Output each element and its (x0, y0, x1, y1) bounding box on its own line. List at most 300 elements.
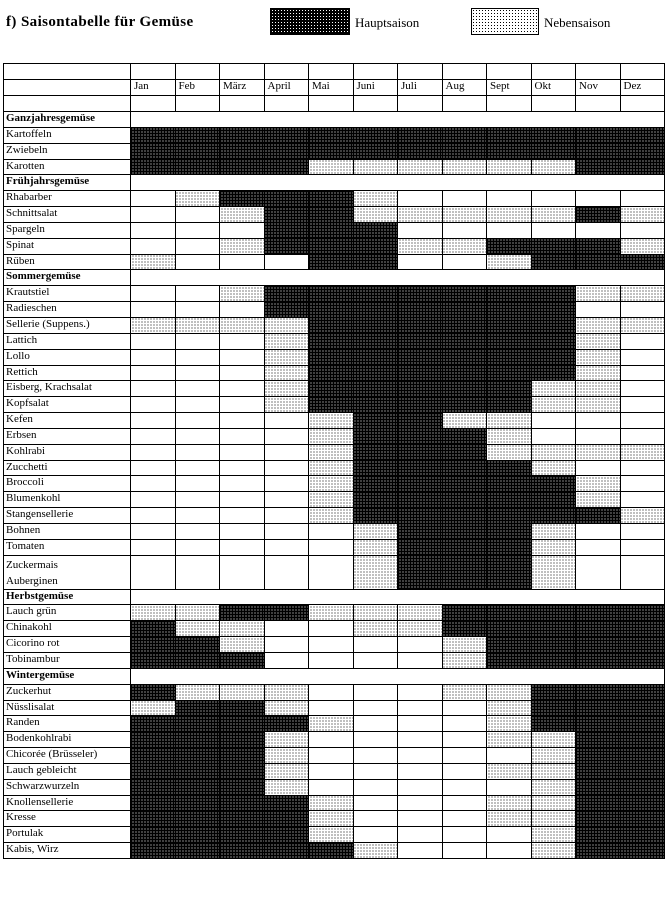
season-cell (264, 381, 309, 397)
season-cell (309, 444, 354, 460)
season-cell (175, 795, 220, 811)
season-cell (487, 381, 532, 397)
season-cell (175, 684, 220, 700)
season-cell (220, 397, 265, 413)
season-cell (264, 222, 309, 238)
season-cell (264, 763, 309, 779)
season-cell (576, 207, 621, 223)
season-cell (220, 428, 265, 444)
season-cell (264, 779, 309, 795)
season-cell (175, 349, 220, 365)
season-cell (309, 508, 354, 524)
season-cell (353, 684, 398, 700)
season-cell (620, 143, 665, 159)
season-cell (487, 207, 532, 223)
season-cell (398, 732, 443, 748)
season-cell (442, 523, 487, 539)
season-table-body (4, 64, 665, 859)
season-cell (264, 286, 309, 302)
season-cell (620, 191, 665, 207)
season-cell (442, 539, 487, 555)
season-cell (175, 779, 220, 795)
season-cell (264, 843, 309, 859)
season-cell (576, 460, 621, 476)
vegetable-row (4, 349, 665, 365)
season-cell (131, 286, 176, 302)
season-cell (487, 637, 532, 653)
vegetable-label: Zwiebeln (4, 143, 131, 159)
season-cell (264, 413, 309, 429)
season-cell (220, 621, 265, 637)
season-cell (175, 381, 220, 397)
season-cell (220, 637, 265, 653)
spacer-cell (220, 64, 265, 80)
season-cell (620, 159, 665, 175)
season-cell (531, 732, 576, 748)
vegetable-row (4, 159, 665, 175)
season-cell (620, 254, 665, 270)
season-cell (398, 428, 443, 444)
season-cell (353, 286, 398, 302)
season-cell (175, 207, 220, 223)
season-cell (442, 207, 487, 223)
month-header-row (4, 80, 665, 96)
season-cell (487, 254, 532, 270)
season-cell (576, 621, 621, 637)
season-cell (398, 159, 443, 175)
season-cell (620, 732, 665, 748)
season-cell (531, 191, 576, 207)
season-cell (398, 143, 443, 159)
season-cell (442, 397, 487, 413)
season-cell (175, 555, 220, 589)
season-cell (487, 222, 532, 238)
season-cell (487, 716, 532, 732)
season-cell (131, 254, 176, 270)
season-cell (487, 684, 532, 700)
season-cell (531, 523, 576, 539)
season-cell (353, 381, 398, 397)
season-cell (175, 716, 220, 732)
season-cell (264, 191, 309, 207)
season-cell (353, 222, 398, 238)
season-cell (131, 763, 176, 779)
season-cell (220, 143, 265, 159)
season-cell (442, 508, 487, 524)
season-cell (442, 428, 487, 444)
category-filler (131, 112, 665, 128)
vegetable-label: Spargeln (4, 222, 131, 238)
season-cell (576, 397, 621, 413)
season-cell (398, 127, 443, 143)
season-cell (487, 413, 532, 429)
season-cell (576, 795, 621, 811)
season-cell (398, 508, 443, 524)
spacer-cell (398, 64, 443, 80)
season-cell (175, 191, 220, 207)
category-label: Frühjahrsgemüse (4, 175, 131, 191)
season-cell (442, 795, 487, 811)
season-cell (353, 795, 398, 811)
season-cell (531, 413, 576, 429)
season-cell (487, 349, 532, 365)
season-cell (442, 254, 487, 270)
season-cell (398, 317, 443, 333)
season-cell (131, 444, 176, 460)
season-cell (353, 143, 398, 159)
season-cell (531, 605, 576, 621)
season-cell (487, 732, 532, 748)
season-cell (487, 653, 532, 669)
season-cell (220, 795, 265, 811)
vegetable-row (4, 413, 665, 429)
season-cell (264, 508, 309, 524)
season-cell (487, 843, 532, 859)
season-cell (309, 143, 354, 159)
vegetable-row (4, 748, 665, 764)
season-cell (576, 843, 621, 859)
vegetable-row (4, 605, 665, 621)
season-cell (398, 795, 443, 811)
season-cell (220, 716, 265, 732)
category-label: Herbstgemüse (4, 589, 131, 605)
season-cell (175, 286, 220, 302)
vegetable-row (4, 333, 665, 349)
season-cell (264, 127, 309, 143)
season-cell (620, 492, 665, 508)
season-cell (487, 286, 532, 302)
season-cell (442, 476, 487, 492)
season-cell (175, 413, 220, 429)
season-cell (309, 637, 354, 653)
season-cell (309, 605, 354, 621)
season-cell (131, 238, 176, 254)
season-cell (487, 127, 532, 143)
season-cell (353, 302, 398, 318)
season-cell (353, 621, 398, 637)
season-cell (531, 476, 576, 492)
season-cell (398, 700, 443, 716)
season-cell (620, 207, 665, 223)
vegetable-label: Lollo (4, 349, 131, 365)
category-row (4, 175, 665, 191)
season-cell (442, 302, 487, 318)
season-cell (220, 779, 265, 795)
spacer-cell (620, 96, 665, 112)
season-cell (131, 779, 176, 795)
season-cell (487, 795, 532, 811)
season-cell (398, 191, 443, 207)
season-cell (175, 143, 220, 159)
vegetable-row (4, 460, 665, 476)
season-cell (442, 317, 487, 333)
vegetable-label: Chicorée (Brüsseler) (4, 748, 131, 764)
season-cell (620, 428, 665, 444)
season-cell (487, 191, 532, 207)
season-cell (264, 159, 309, 175)
legend-secondary-label: Nebensaison (544, 15, 611, 30)
category-filler (131, 175, 665, 191)
season-cell (264, 555, 309, 589)
season-cell (398, 621, 443, 637)
season-cell (620, 317, 665, 333)
season-cell (175, 732, 220, 748)
month-header: Aug (442, 80, 487, 96)
vegetable-label: Lauch grün (4, 605, 131, 621)
season-cell (353, 523, 398, 539)
season-cell (220, 286, 265, 302)
season-cell (620, 716, 665, 732)
season-cell (309, 763, 354, 779)
vegetable-label: Eisberg, Krachsalat (4, 381, 131, 397)
season-cell (220, 222, 265, 238)
season-cell (220, 653, 265, 669)
season-cell (353, 605, 398, 621)
season-cell (531, 143, 576, 159)
season-cell (442, 286, 487, 302)
season-cell (264, 637, 309, 653)
season-cell (131, 428, 176, 444)
season-cell (620, 779, 665, 795)
season-cell (442, 763, 487, 779)
spacer-cell (353, 64, 398, 80)
vegetable-label: Kartoffeln (4, 127, 131, 143)
season-cell (264, 716, 309, 732)
season-cell (576, 349, 621, 365)
vegetable-label: Spinat (4, 238, 131, 254)
season-cell (175, 127, 220, 143)
season-cell (398, 539, 443, 555)
spacer-cell (131, 96, 176, 112)
legend-secondary-swatch (471, 8, 539, 35)
season-cell (620, 444, 665, 460)
season-cell (576, 381, 621, 397)
category-label: Wintergemüse (4, 668, 131, 684)
season-cell (175, 254, 220, 270)
season-cell (487, 460, 532, 476)
season-cell (620, 333, 665, 349)
category-label: Ganzjahresgemüse (4, 112, 131, 128)
season-cell (175, 508, 220, 524)
season-cell (576, 365, 621, 381)
season-cell (309, 795, 354, 811)
season-cell (576, 637, 621, 653)
month-header: Juli (398, 80, 443, 96)
vegetable-label: Kohlrabi (4, 444, 131, 460)
season-cell (576, 827, 621, 843)
season-cell (353, 254, 398, 270)
vegetable-label: Erbsen (4, 428, 131, 444)
vegetable-label: Zuckermais Auberginen (4, 555, 131, 589)
season-cell (531, 795, 576, 811)
season-cell (309, 286, 354, 302)
vegetable-row (4, 700, 665, 716)
season-cell (264, 238, 309, 254)
vegetable-row (4, 508, 665, 524)
season-cell (487, 763, 532, 779)
season-cell (398, 302, 443, 318)
season-cell (487, 333, 532, 349)
season-cell (220, 381, 265, 397)
season-cell (353, 700, 398, 716)
season-cell (131, 349, 176, 365)
spacer-cell (442, 64, 487, 80)
vegetable-row (4, 827, 665, 843)
season-cell (398, 779, 443, 795)
season-cell (353, 460, 398, 476)
season-cell (131, 508, 176, 524)
vegetable-label: Broccoli (4, 476, 131, 492)
season-cell (398, 222, 443, 238)
season-cell (264, 460, 309, 476)
vegetable-label: Blumenkohl (4, 492, 131, 508)
season-cell (309, 748, 354, 764)
season-cell (220, 748, 265, 764)
season-cell (398, 397, 443, 413)
season-cell (220, 333, 265, 349)
spacer-cell (531, 96, 576, 112)
vegetable-label: Randen (4, 716, 131, 732)
season-cell (175, 238, 220, 254)
season-cell (487, 779, 532, 795)
season-cell (175, 428, 220, 444)
season-cell (175, 476, 220, 492)
season-cell (131, 159, 176, 175)
month-header: Sept (487, 80, 532, 96)
season-cell (531, 381, 576, 397)
season-cell (576, 811, 621, 827)
season-cell (576, 254, 621, 270)
season-cell (398, 523, 443, 539)
season-cell (442, 333, 487, 349)
category-label: Sommergemüse (4, 270, 131, 286)
category-filler (131, 589, 665, 605)
season-cell (620, 621, 665, 637)
vegetable-label: Bohnen (4, 523, 131, 539)
season-cell (264, 428, 309, 444)
vegetable-label: Tobinambur (4, 653, 131, 669)
season-cell (353, 428, 398, 444)
season-cell (531, 843, 576, 859)
month-header: Feb (175, 80, 220, 96)
season-cell (398, 460, 443, 476)
season-cell (220, 523, 265, 539)
season-cell (353, 637, 398, 653)
season-cell (487, 444, 532, 460)
season-cell (309, 413, 354, 429)
vegetable-label: Kresse (4, 811, 131, 827)
season-cell (576, 302, 621, 318)
season-cell (620, 286, 665, 302)
vegetable-label: Sellerie (Suppens.) (4, 317, 131, 333)
season-cell (175, 302, 220, 318)
season-cell (353, 317, 398, 333)
season-cell (264, 827, 309, 843)
season-cell (353, 238, 398, 254)
season-cell (220, 127, 265, 143)
season-cell (576, 700, 621, 716)
vegetable-row (4, 716, 665, 732)
season-cell (620, 127, 665, 143)
season-cell (175, 827, 220, 843)
season-cell (531, 763, 576, 779)
season-cell (576, 333, 621, 349)
season-cell (620, 365, 665, 381)
vegetable-row (4, 684, 665, 700)
season-cell (398, 748, 443, 764)
season-cell (398, 207, 443, 223)
season-cell (487, 555, 532, 589)
season-cell (576, 732, 621, 748)
season-cell (576, 653, 621, 669)
season-cell (353, 159, 398, 175)
month-header: Nov (576, 80, 621, 96)
vegetable-row (4, 397, 665, 413)
season-cell (576, 238, 621, 254)
season-cell (531, 508, 576, 524)
season-cell (620, 508, 665, 524)
season-cell (175, 222, 220, 238)
vegetable-label: Karotten (4, 159, 131, 175)
season-cell (442, 365, 487, 381)
season-cell (398, 684, 443, 700)
season-cell (531, 207, 576, 223)
season-cell (531, 827, 576, 843)
season-cell (576, 555, 621, 589)
season-cell (264, 811, 309, 827)
season-cell (531, 254, 576, 270)
vegetable-row (4, 444, 665, 460)
season-cell (353, 716, 398, 732)
season-cell (220, 492, 265, 508)
season-cell (131, 476, 176, 492)
season-cell (398, 333, 443, 349)
season-cell (220, 349, 265, 365)
season-cell (398, 349, 443, 365)
season-cell (131, 191, 176, 207)
legend-main-label: Hauptsaison (355, 15, 420, 30)
season-cell (131, 460, 176, 476)
month-header: Okt (531, 80, 576, 96)
season-cell (398, 843, 443, 859)
season-cell (442, 653, 487, 669)
vegetable-row (4, 732, 665, 748)
season-cell (576, 476, 621, 492)
season-cell (264, 476, 309, 492)
season-cell (220, 827, 265, 843)
vegetable-label: Lattich (4, 333, 131, 349)
spacer-cell (353, 96, 398, 112)
season-cell (442, 444, 487, 460)
season-cell (220, 444, 265, 460)
season-cell (531, 539, 576, 555)
season-cell (220, 732, 265, 748)
vegetable-label: Zuckerhut (4, 684, 131, 700)
season-cell (309, 381, 354, 397)
season-table (3, 63, 665, 859)
season-cell (576, 143, 621, 159)
season-cell (576, 779, 621, 795)
season-cell (309, 555, 354, 589)
legend-main-swatch (270, 8, 350, 35)
season-cell (264, 700, 309, 716)
category-filler (131, 270, 665, 286)
spacer-cell (309, 64, 354, 80)
season-cell (531, 333, 576, 349)
season-cell (620, 653, 665, 669)
season-cell (620, 381, 665, 397)
vegetable-row (4, 763, 665, 779)
